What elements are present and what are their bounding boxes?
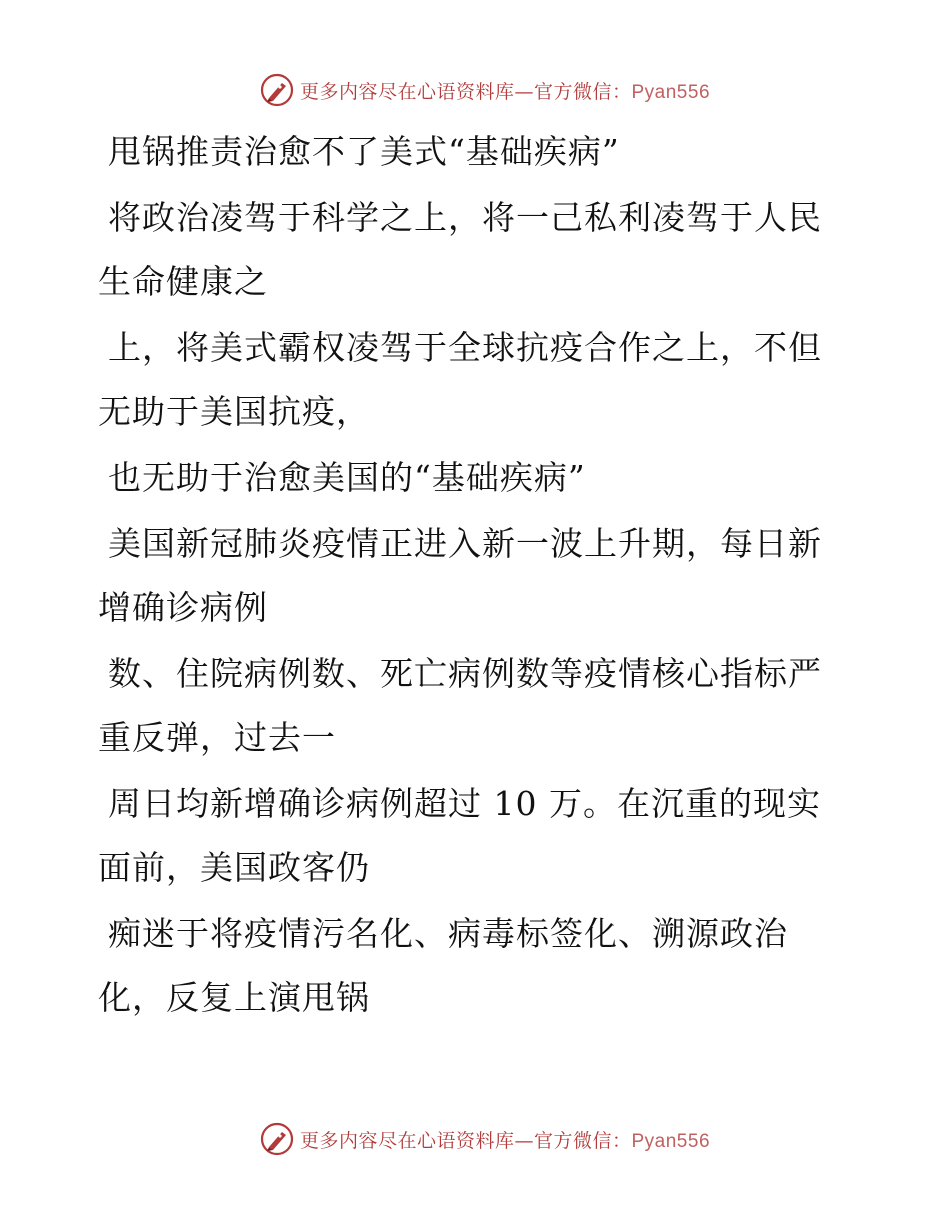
banner-dash: — [514,1129,534,1152]
footer-banner-inner [260,1122,710,1156]
paragraph-6 [98,642,838,770]
banner-label: 官方微信： [533,80,632,103]
paragraph-3 [98,316,838,444]
paragraph-1-line-1: 甩锅推责治愈不了美式“基础疾病” [108,132,620,171]
banner-lead: 更多内容尽在心语资料库 [299,1129,515,1152]
paragraph-8-line-1: 痴迷于将疫情污名化、病毒标签化、溯源政治 [108,914,788,953]
paragraph-5-line-1: 美国新冠肺炎疫情正进入新一波上升期，每日新 [108,524,822,563]
paragraph-2-line-1: 将政治凌驾于科学之上，将一己私利凌驾于人民 [108,198,822,237]
header-banner-inner [260,73,710,107]
paragraph-3-line-2: 无助于美国抗疫， [98,392,370,431]
pen-logo-icon [260,1122,294,1156]
banner-lead: 更多内容尽在心语资料库 [299,80,515,103]
paragraph-2 [98,186,838,314]
banner-text [300,77,710,104]
banner-text [300,1126,710,1153]
paragraph-8 [98,902,838,1030]
banner-wechat-id: Pyan556 [631,81,711,103]
document-body [98,120,838,1032]
paragraph-5 [98,512,838,640]
paragraph-6-line-2: 重反弹，过去一 [98,718,336,757]
paragraph-4 [98,446,838,510]
header-banner [0,70,950,110]
paragraph-5-line-2: 增确诊病例 [98,588,268,627]
banner-label: 官方微信： [533,1129,632,1152]
banner-wechat-id: Pyan556 [631,1130,711,1152]
paragraph-7-line-1: 周日均新增确诊病例超过 10 万。在沉重的现实 [108,784,821,823]
paragraph-7 [98,772,838,900]
banner-dash: — [514,80,534,103]
paragraph-7-line-2: 面前，美国政客仍 [98,848,370,887]
paragraph-4-line-1: 也无助于治愈美国的“基础疾病” [108,458,586,497]
paragraph-6-line-1: 数、住院病例数、死亡病例数等疫情核心指标严 [108,654,822,693]
paragraph-3-line-1: 上，将美式霸权凌驾于全球抗疫合作之上，不但 [108,328,822,367]
pen-logo-icon [260,73,294,107]
paragraph-1 [98,120,838,184]
paragraph-8-line-2: 化，反复上演甩锅 [98,978,370,1017]
paragraph-2-line-2: 生命健康之 [98,262,268,301]
footer-banner [0,1119,950,1159]
